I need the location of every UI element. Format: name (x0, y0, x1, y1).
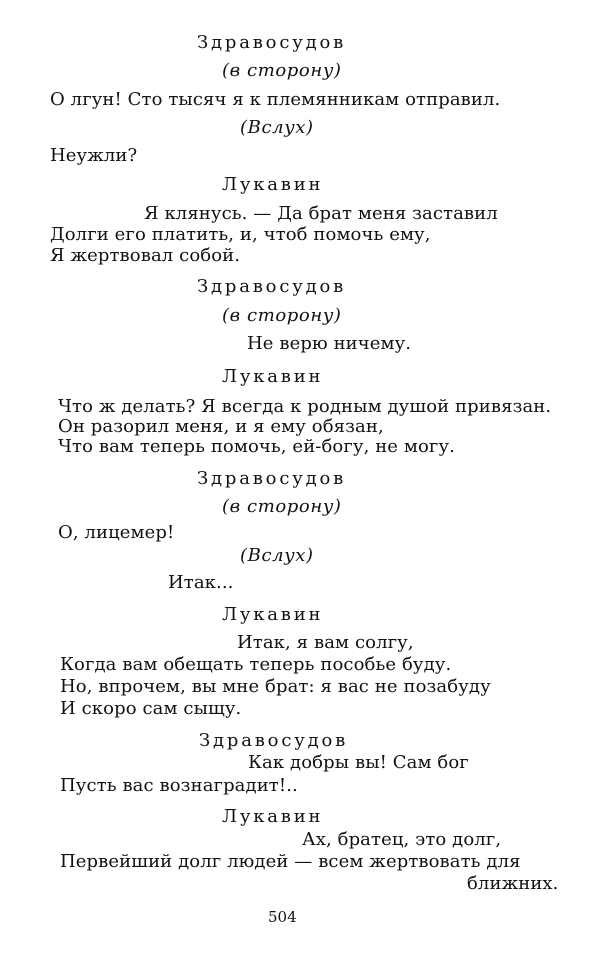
speaker-name: Лукавин (222, 604, 324, 625)
verse-line: Первейший долг людей — всем жертвовать для (60, 851, 521, 872)
verse-line: Я клянусь. — Да брат меня заставил (144, 203, 498, 224)
verse-line: Итак, я вам солгу, (237, 632, 414, 653)
speaker-name: Здравосудов (197, 276, 347, 297)
verse-line: Как добры вы! Сам бог (248, 752, 469, 773)
verse-line: О лгун! Сто тысяч я к племянникам отправил. (50, 89, 501, 110)
speaker-name: Лукавин (222, 366, 324, 387)
verse-line: О, лицемер! (58, 522, 175, 543)
verse-line: Я жертвовал собой. (50, 245, 241, 266)
verse-line: И скоро сам сыщу. (60, 698, 242, 719)
speaker-name: Здравосудов (199, 730, 349, 751)
verse-line: Итак... (168, 572, 234, 593)
verse-line: ближних. (467, 873, 559, 894)
speaker-name: Лукавин (222, 174, 324, 195)
verse-line: Не верю ничему. (247, 333, 412, 354)
verse-line: Что ж делать? Я всегда к родным душой привязан. (58, 396, 552, 417)
verse-line: Пусть вас вознаградит!.. (60, 775, 298, 796)
speaker-name: Лукавин (222, 806, 324, 827)
speaker-name: Здравосудов (197, 468, 347, 489)
stage-direction: (Вслух) (240, 545, 314, 566)
stage-direction: (в сторону) (222, 60, 342, 81)
verse-line: Неужли? (50, 145, 138, 166)
verse-line: Он разорил меня, и я ему обязан, (58, 416, 384, 437)
verse-line: Когда вам обещать теперь пособье буду. (60, 654, 452, 675)
verse-line: Но, впрочем, вы мне брат: я вас не позабуду (60, 676, 491, 697)
verse-line: Ах, братец, это долг, (302, 829, 502, 850)
stage-direction: (в сторону) (222, 305, 342, 326)
verse-line: Долги его платить, и, чтоб помочь ему, (50, 224, 431, 245)
verse-line: Что вам теперь помочь, ей-богу, не могу. (58, 436, 455, 457)
page-number: 504 (268, 908, 297, 926)
stage-direction: (Вслух) (240, 117, 314, 138)
stage-direction: (в сторону) (222, 496, 342, 517)
speaker-name: Здравосудов (197, 32, 347, 53)
